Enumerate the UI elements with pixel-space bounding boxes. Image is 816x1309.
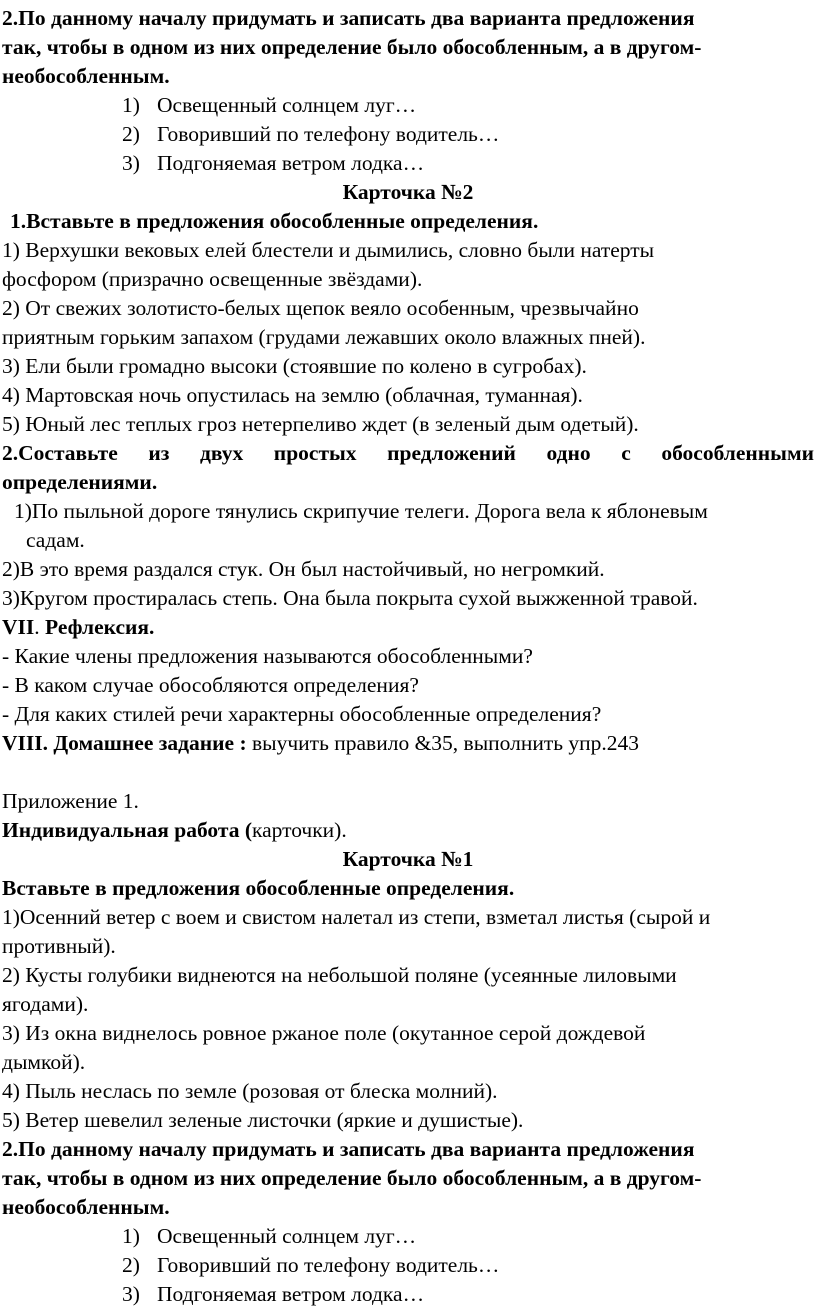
individual-work-note: карточки). <box>251 818 347 842</box>
appendix-title: Приложение 1. <box>2 789 139 813</box>
list-item <box>2 149 814 178</box>
sentence-line: 4) Пыль неслась по земле (розовая от блеска молний). <box>2 1079 498 1103</box>
card-title: Карточка №1 <box>342 847 474 871</box>
individual-work-label: Индивидуальная работа ( <box>2 818 252 842</box>
list-text: Говоривший по телефону водитель… <box>157 122 500 146</box>
sentence-line: противный). <box>2 934 116 958</box>
homework-text: выучить правило &35, выполнить упр.243 <box>252 731 640 755</box>
list-number: 3) <box>122 151 140 175</box>
task-heading: Вставьте в предложения обособленные определения. <box>2 876 515 900</box>
list-number: 1) <box>122 93 140 117</box>
blank-line <box>2 758 814 787</box>
section-title: Рефлексия. <box>45 615 155 639</box>
list-number: 3) <box>122 1282 140 1306</box>
question-line: - Какие члены предложения называются обособленными? <box>2 644 533 668</box>
sentence-line: 4) Мартовская ночь опустилась на землю (облачная, туманная). <box>2 383 583 407</box>
reflection-heading <box>2 613 814 642</box>
sentence-line: 3) Из окна виднелось ровное ржаное поле (окутанное серой дождевой <box>2 1021 646 1045</box>
sentence-line: приятным горьким запахом (грудами лежавших около влажных пней). <box>2 325 646 349</box>
task-heading: 2.По данному началу придумать и записать два варианта предложения <box>2 1137 695 1161</box>
list-text: Освещенный солнцем луг… <box>157 1224 417 1248</box>
card-title: Карточка №2 <box>342 180 474 204</box>
list-text: Подгоняемая ветром лодка… <box>157 1282 425 1306</box>
sentence-line: 5) Ветер шевелил зеленые листочки (яркие и душистые). <box>2 1108 524 1132</box>
sentence-line: садам. <box>26 528 85 552</box>
section-dot: . <box>34 615 46 639</box>
sentence-line: 2) От свежих золотисто-белых щепок веяло особенным, чрезвычайно <box>2 296 639 320</box>
task-heading: так, чтобы в одном из них определение было обособленным, а в другом- <box>2 35 702 59</box>
task-heading: определениями. <box>2 470 158 494</box>
sentence-line: фосфором (призрачно освещенные звёздами). <box>2 267 423 291</box>
list-item <box>2 91 814 120</box>
sentence-line: 3)Кругом простиралась степь. Она была покрыта сухой выжженной травой. <box>2 586 698 610</box>
sentence-line: 1)По пыльной дороге тянулись скрипучие телеги. Дорога вела к яблоневым <box>14 499 708 523</box>
sentence-line: 2) Кусты голубики виднеются на небольшой поляне (усеянные лиловыми <box>2 963 677 987</box>
list-number: 2) <box>122 1253 140 1277</box>
list-text: Говоривший по телефону водитель… <box>157 1253 500 1277</box>
sentence-line: 5) Юный лес теплых гроз нетерпеливо ждет (в зеленый дым одетый). <box>2 412 639 436</box>
list-item <box>2 120 814 149</box>
list-number: 2) <box>122 122 140 146</box>
sentence-line: 3) Ели были громадно высоки (стоявшие по колено в сугробах). <box>2 354 587 378</box>
sentence-line: 1) Верхушки вековых елей блестели и дымились, словно были натерты <box>2 238 655 262</box>
list-text: Подгоняемая ветром лодка… <box>157 151 425 175</box>
individual-work-line <box>2 816 814 845</box>
sentence-line: 2)В это время раздался стук. Он был настойчивый, но негромкий. <box>2 557 605 581</box>
task-heading: так, чтобы в одном из них определение было обособленным, а в другом- <box>2 1166 702 1190</box>
task-heading: 2.Составьте из двух простых предложений одно с обособленными <box>2 441 814 465</box>
question-line: - Для каких стилей речи характерны обособленные определения? <box>2 702 602 726</box>
list-text: Освещенный солнцем луг… <box>157 93 417 117</box>
list-number: 1) <box>122 1224 140 1248</box>
sentence-line: 1)Осенний ветер с воем и свистом налетал из степи, взметал листья (сырой и <box>2 905 711 929</box>
task-heading: 2.По данному началу придумать и записать два варианта предложения <box>2 6 695 30</box>
task-heading: 1.Вставьте в предложения обособленные определения. <box>10 209 539 233</box>
list-item <box>2 1280 814 1309</box>
sentence-line: ягодами). <box>2 992 89 1016</box>
sentence-line: дымкой). <box>2 1050 86 1074</box>
task-heading: необособленным. <box>2 64 170 88</box>
list-item <box>2 1222 814 1251</box>
question-line: - В каком случае обособляются определения? <box>2 673 419 697</box>
task-heading: необособленным. <box>2 1195 170 1219</box>
homework-line <box>2 729 814 758</box>
homework-label: VIII. Домашнее задание : <box>2 731 253 755</box>
section-number: VII <box>2 615 35 639</box>
